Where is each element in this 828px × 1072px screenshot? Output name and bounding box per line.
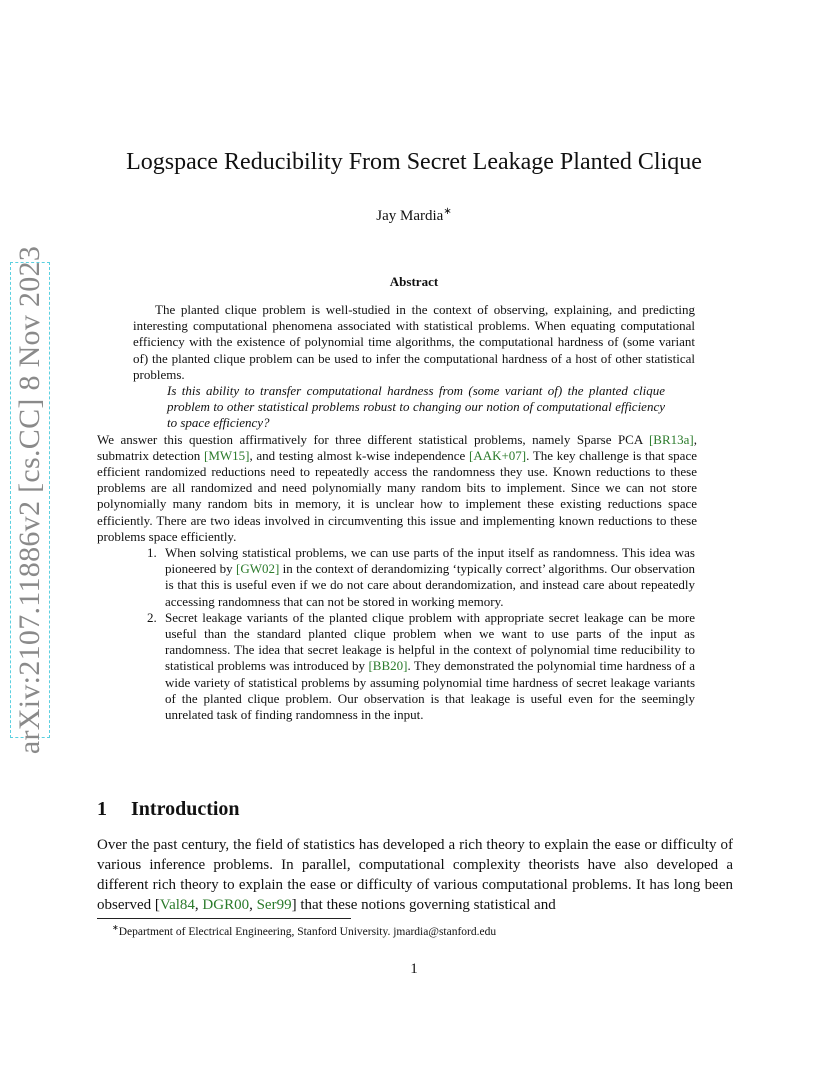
citation-link[interactable]: [BR13a]: [648, 431, 694, 447]
page-number: 1: [410, 961, 418, 977]
text-run: Over the past century, the field of statistics has developed a rich theory to explain the ease or difficulty of various inference problems. In parallel, computational complexity theorists have also developed a different rich theory to explain the ease or difficulty of various computational problems. It has long been observed [: [97, 837, 733, 913]
text-run: ] that these notions governing statistical and: [291, 897, 556, 913]
arxiv-id: arXiv:2107.11886v2 [cs.CC] 8 Nov 2023: [13, 245, 46, 755]
footnote-text: Department of Electrical Engineering, Stanford University. jmardia@stanford.edu: [118, 925, 497, 938]
text-run: . The key challenge is that space efficient randomized reductions need to repeatedly access the randomness they use. Known reductions to these problems are all randomized and need polynomially many random bits to implement. Since we can not store polynomially many random bits in memory, it is unclear how to implement these existing reductions space efficiently. There are two ideas involved in circumventing this issue and implementing known reductions to these problems space efficiently.: [97, 447, 697, 544]
citation-link[interactable]: Ser99: [256, 897, 292, 913]
citation-link[interactable]: DGR00: [202, 897, 250, 913]
abstract-heading: Abstract: [389, 274, 439, 289]
ideas-list: [133, 545, 695, 723]
citation-link[interactable]: [BB20]: [368, 658, 408, 674]
author-name: Jay Mardia: [376, 208, 444, 224]
list-item: [147, 545, 695, 610]
text-run: . They demonstrated the polynomial time hardness of a wide variety of statistical problems by assuming polynomial time hardness of secret leakage variants of the planted clique problem. Our observation is that leakage is useful even for the seemingly unrelated task of finding randomness in the input.: [165, 658, 695, 723]
text-run: , submatrix detection: [97, 431, 697, 463]
section-heading: [97, 798, 240, 821]
intro-paragraph: [97, 835, 733, 915]
text-run: in the context of derandomizing ‘typically correct’ algorithms. Our observation is that this is useful even if we do not care about derandomization, and instead care about repeatedly accessing randomness that can not be stored in working memory.: [165, 561, 695, 609]
citation-link[interactable]: [GW02]: [235, 561, 280, 577]
citation-link[interactable]: Val84: [159, 897, 195, 913]
list-item: [147, 609, 695, 723]
arxiv-stamp: [10, 245, 50, 755]
abstract-paragraph-2: [97, 432, 697, 545]
text-run: When solving statistical problems, we can use parts of the input itself as randomness. This idea was pioneered by: [165, 545, 695, 577]
section-title: Introduction: [131, 798, 240, 820]
author-footnote-mark: ∗: [443, 206, 452, 217]
list-number: 2.: [147, 609, 157, 625]
abstract-body: [97, 302, 697, 723]
citation-link[interactable]: [AAK+07]: [468, 447, 527, 463]
section-number: 1: [97, 798, 107, 820]
footnote: [112, 923, 496, 938]
text-run: Secret leakage variants of the planted clique problem with appropriate secret leakage can be more useful than the standard planted clique problem when we want to use parts of the input as randomness. The idea that secret leakage is helpful in the context of polynomial time reducibility to statistical problems was introduced by: [165, 609, 695, 674]
text-run: , and testing almost k-wise independence: [249, 447, 469, 463]
abstract-question: Is this ability to transfer computational hardness from (some variant of) the planted clique problem to other statistical problems robust to changing our notion of computational efficiency to space efficiency?: [167, 383, 665, 431]
author-line: [0, 206, 828, 225]
paper-title: Logspace Reducibility From Secret Leakage Planted Clique: [126, 149, 702, 175]
footnote-mark: ∗: [112, 923, 119, 932]
list-number: 1.: [147, 545, 157, 561]
text-run: We answer this question affirmatively for three different statistical problems, namely Sparse PCA: [97, 431, 649, 447]
text-run: ,: [249, 897, 257, 913]
text-run: ,: [194, 897, 203, 913]
citation-link[interactable]: [MW15]: [203, 447, 250, 463]
abstract-paragraph-1: The planted clique problem is well-studied in the context of observing, explaining, and predicting interesting computational phenomena associated with statistical problems. When equating computational efficiency with the existence of polynomial time algorithms, the computational hardness of (some variant of) the planted clique problem can be used to infer the computational hardness of a host of other statistical problems.: [133, 302, 695, 382]
footnote-rule: [97, 918, 351, 919]
